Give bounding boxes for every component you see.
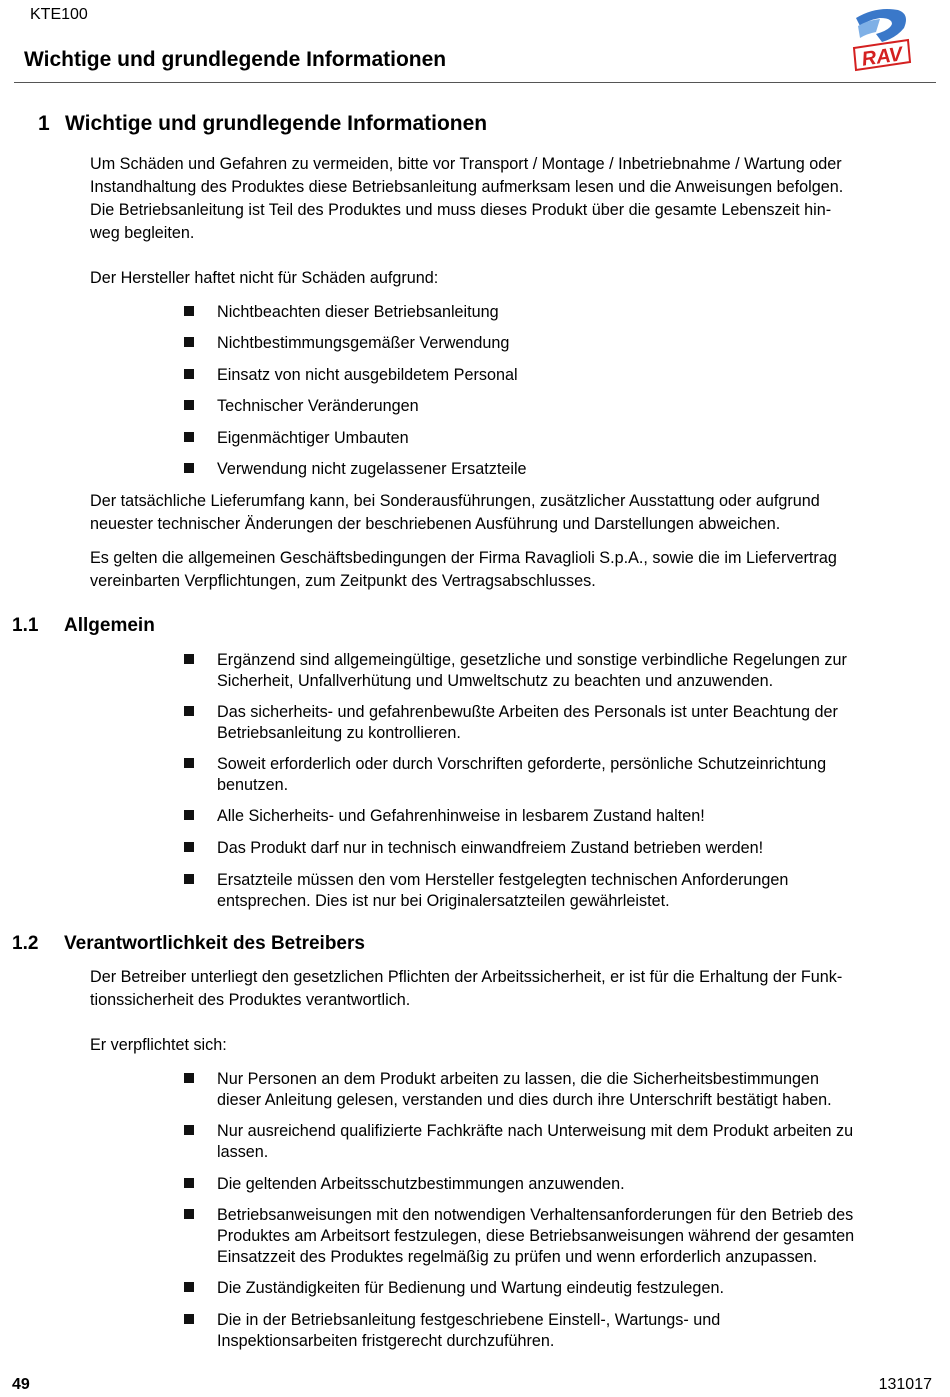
bullet-icon	[184, 654, 194, 664]
text-line: Instandhaltung des Produktes diese Betriebsanleitung aufmerksam lesen und die Anweisungen befolgen.	[90, 178, 844, 196]
list-item-text: Nur Personen an dem Produkt arbeiten zu lassen, die die Sicherheitsbestimmungen dieser Anleitung gelesen, verstanden und dies durch ihre Unterschrift bestätigt haben.	[217, 1070, 832, 1109]
list-item-text: Nichtbestimmungsgemäßer Verwendung	[217, 334, 510, 352]
list-item-text: Soweit erforderlich oder durch Vorschriften geforderte, persönliche Schutzeinrichtung benutzen.	[217, 755, 827, 794]
text-line: weg begleiten.	[90, 224, 195, 242]
text-line: Um Schäden und Gefahren zu vermeiden, bitte vor Transport / Montage / Inbetriebnahme / Wartung oder	[90, 155, 842, 173]
list-item-text: Technischer Veränderungen	[217, 397, 419, 415]
list-item-text: Verwendung nicht zugelassener Ersatzteile	[217, 460, 527, 478]
list-item	[184, 1069, 934, 1111]
list-item	[184, 428, 934, 449]
section-title: Verantwortlichkeit des Betreibers	[64, 933, 365, 954]
section-title: Wichtige und grundlegende Informationen	[65, 112, 488, 135]
bullet-icon	[184, 842, 194, 852]
bullet-icon	[184, 1314, 194, 1324]
list-item-text: Nichtbeachten dieser Betriebsanleitung	[217, 303, 499, 321]
section-1-2-heading	[12, 933, 365, 955]
text-line: Die Betriebsanleitung ist Teil des Produktes und muss dieses Produkt über die gesamte Lebenszeit hin-	[90, 201, 832, 219]
list-item	[184, 870, 934, 912]
bullet-icon	[184, 400, 194, 410]
bullet-icon	[184, 810, 194, 820]
section-number: 1.1	[12, 615, 39, 636]
text-line: neuester technischer Änderungen der beschriebenen Ausführung und Darstellungen abweichen.	[90, 515, 781, 533]
bullet-icon	[184, 1178, 194, 1188]
list-item	[184, 1205, 934, 1268]
bullet-icon	[184, 306, 194, 316]
list-item	[184, 806, 934, 827]
list-item	[184, 838, 934, 859]
list-item	[184, 333, 934, 354]
list-item-text: Betriebsanweisungen mit den notwendigen Verhaltensanforderungen für den Betrieb des Produktes am Arbeitsort festzulegen, diese Betriebsanweisungen während der gesamten Einsatzzeit des Produktes regelmäßig zu prüfen und wenn erforderlich anzupassen.	[217, 1206, 855, 1266]
intro-paragraph	[90, 153, 932, 245]
bullet-icon	[184, 758, 194, 768]
header-title: Wichtige und grundlegende Informationen	[24, 48, 447, 71]
list-item-text: Ersatzteile müssen den vom Hersteller festgelegten technischen Anforderungen entsprechen. Dies ist nur bei Originalersatzteilen gewährleistet.	[217, 871, 789, 910]
section-number: 1.2	[12, 933, 39, 954]
bullet-icon	[184, 1125, 194, 1135]
section-1-1-heading	[12, 615, 155, 637]
list-item	[184, 1278, 934, 1299]
bullet-icon	[184, 706, 194, 716]
text-line: Der Betreiber unterliegt den gesetzlichen Pflichten der Arbeitssicherheit, er ist für die Erhaltung der Funk-	[90, 968, 843, 986]
liability-intro: Der Hersteller haftet nicht für Schäden aufgrund:	[90, 269, 439, 287]
list-item-text: Die Zuständigkeiten für Bedienung und Wartung eindeutig festzulegen.	[217, 1279, 724, 1297]
list-item	[184, 302, 934, 323]
list-item	[184, 396, 934, 417]
header-divider	[14, 82, 936, 83]
rav-logo	[846, 4, 914, 74]
list-item	[184, 754, 934, 796]
list-item-text: Die in der Betriebsanleitung festgeschriebene Einstell-, Wartungs- und Inspektionsarbeiten fristgerecht durchzuführen.	[217, 1311, 721, 1350]
list-item	[184, 650, 934, 692]
bullet-icon	[184, 432, 194, 442]
list-item-text: Einsatz von nicht ausgebildetem Personal	[217, 366, 518, 384]
logo-text: RAV	[860, 43, 904, 71]
list-item	[184, 1121, 934, 1163]
list-item-text: Alle Sicherheits- und Gefahrenhinweise in lesbarem Zustand halten!	[217, 807, 705, 825]
operator-intro-paragraph	[90, 966, 932, 1012]
text-line: tionssicherheit des Produktes verantwortlich.	[90, 991, 411, 1009]
list-item	[184, 1310, 934, 1352]
rav-logo-icon	[846, 4, 914, 74]
text-line: Der tatsächliche Lieferumfang kann, bei Sonderausführungen, zusätzlicher Ausstattung oder aufgrund	[90, 492, 820, 510]
page-number: 49	[12, 1376, 30, 1393]
list-item	[184, 459, 934, 480]
list-item-text: Eigenmächtiger Umbauten	[217, 429, 409, 447]
terms-paragraph	[90, 547, 932, 593]
bullet-icon	[184, 1282, 194, 1292]
bullet-icon	[184, 874, 194, 884]
list-item-text: Ergänzend sind allgemeingültige, gesetzliche und sonstige verbindliche Regelungen zur Sicherheit, Unfallverhütung und Umweltschutz zu beachten und anzuwenden.	[217, 651, 847, 690]
list-item	[184, 702, 934, 744]
delivery-paragraph	[90, 490, 932, 536]
section-title: Allgemein	[64, 615, 155, 636]
bullet-icon	[184, 337, 194, 347]
bullet-icon	[184, 463, 194, 473]
list-item-text: Das sicherheits- und gefahrenbewußte Arbeiten des Personals ist unter Beachtung der Betriebsanleitung zu kontrollieren.	[217, 703, 838, 742]
document-code: KTE100	[30, 6, 88, 23]
commit-intro: Er verpflichtet sich:	[90, 1036, 227, 1054]
list-item-text: Die geltenden Arbeitsschutzbestimmungen anzuwenden.	[217, 1175, 625, 1193]
list-item-text: Das Produkt darf nur in technisch einwandfreiem Zustand betrieben werden!	[217, 839, 764, 857]
list-item	[184, 1174, 934, 1195]
section-1-heading	[38, 112, 487, 136]
bullet-icon	[184, 1209, 194, 1219]
list-item-text: Nur ausreichend qualifizierte Fachkräfte nach Unterweisung mit dem Produkt arbeiten zu lassen.	[217, 1122, 854, 1161]
bullet-icon	[184, 1073, 194, 1083]
bullet-icon	[184, 369, 194, 379]
text-line: vereinbarten Verpflichtungen, zum Zeitpunkt des Vertragsabschlusses.	[90, 572, 596, 590]
text-line: Es gelten die allgemeinen Geschäftsbedingungen der Firma Ravaglioli S.p.A., sowie die im Liefervertrag	[90, 549, 837, 567]
section-number: 1	[38, 112, 50, 135]
list-item	[184, 365, 934, 386]
document-id: 131017	[878, 1376, 932, 1393]
